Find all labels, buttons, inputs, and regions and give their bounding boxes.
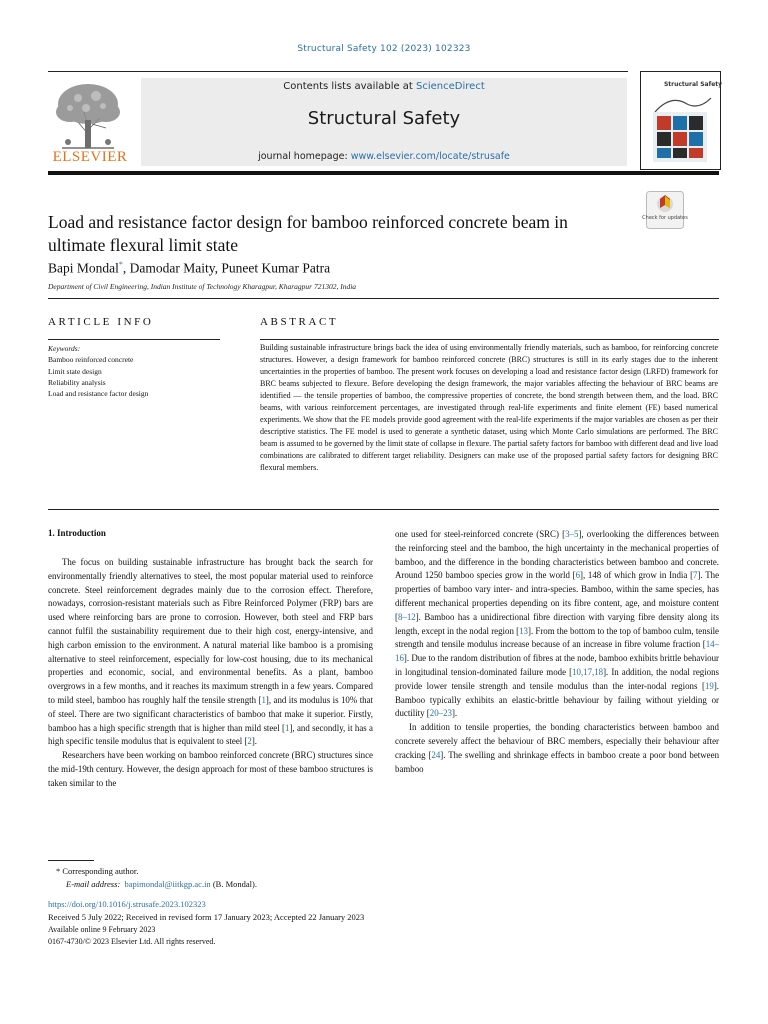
paragraph-text: In addition to tensile properties, the bonding characteristics between bamboo and concrete severely affect the behaviour of BRC members, especially their behaviour after cracking [ [395, 722, 719, 760]
body-paragraph [48, 749, 373, 790]
paragraph-text: ], overlooking the differences between the reinforcing steel and the bamboo, the high uncertainty in the mechanical properties of bamboo, and the difference in the bonding characteristics between bamboo and concrete. Around 1250 bamboo species grow in the world [ [395, 529, 719, 581]
paragraph-text: ], and its modulus is 10% that of steel. There are two significant characteristics of bamboo that make it superior. Firstly, bamboo has a high specific strength that is higher than mild steel [ [48, 694, 373, 733]
paragraph-text: ]. Bamboo has a unidirectional fibre direction with varying fibre density along its length, except in the nodal region [ [395, 611, 719, 636]
citation-link[interactable]: 24 [431, 749, 441, 760]
cover-title: Structural Safety [663, 81, 723, 88]
check-for-updates-button[interactable] [642, 191, 688, 229]
citation-link[interactable]: 1 [261, 694, 266, 705]
article-info-heading: ARTICLE INFO [48, 316, 154, 328]
divider-rule [48, 509, 719, 510]
divider-rule [48, 298, 719, 299]
journal-citation[interactable]: Structural Safety 102 (2023) 102323 [297, 44, 471, 54]
corresponding-author-marker[interactable]: * [118, 260, 123, 269]
body-paragraph [395, 528, 719, 721]
body-paragraph [395, 721, 719, 776]
journal-title: Structural Safety [307, 108, 461, 129]
author-name[interactable]: Puneet Kumar Patra [221, 260, 331, 276]
paragraph-text: ]. The swelling and shrinkage effects in bamboo create a poor bond between bamboo [395, 749, 720, 774]
keyword-item: Load and resistance factor design [48, 389, 149, 399]
corresponding-author-text: Corresponding author. [62, 866, 139, 876]
body-paragraph [48, 556, 373, 749]
section-heading-introduction: 1. Introduction [48, 528, 106, 538]
journal-cover-icon [641, 72, 723, 169]
paragraph-text: The focus on building sustainable infrastructure has brought back the search for environmentally friendly alternatives to steel, the most popular material used to reinforce concrete. Steel reinforcement degrades mainly due to the corrosion effect. Therefore, nowadays, corrosion-resistant materials such as Fibre Reinforced Polymer (FRP) bars are used where reinforcing bars are prone to corrosion. However, both steel and FRP bars cannot fulfil the sustainability requirement due to their high cost, energy-intensive, and high carbon emission to the environment. A natural material like bamboo is a promising alternative to steel reinforcement, especially for low-cost housing, due to its mechanical properties and economic, social, and environmental benefits. As a plant, bamboo overgrows in a few months, and it reaches its maximum strength in a few years. Compared to mild steel, bamboo has roughly half the tensile strength [ [48, 557, 373, 705]
paragraph-text: ]. From the bottom to the top of bamboo culm, tensile strength and tensile modulus increase because of an increase in fibre volume fraction [ [395, 625, 719, 650]
paragraph-text: ]. Bamboo typically exhibits an elastic-brittle behaviour by failing without yielding or ductility [ [395, 680, 719, 719]
keyword-item: Reliability analysis [48, 377, 106, 387]
doi-link[interactable]: https://doi.org/10.1016/j.strusafe.2023.102323 [48, 899, 206, 909]
homepage-prefix: journal homepage: [258, 151, 351, 162]
header-thick-rule [48, 171, 719, 175]
keywords-label: Keywords: [48, 344, 81, 353]
copyright-notice: 0167-4730/© 2023 Elsevier Ltd. All rights reserved. [48, 937, 216, 946]
corresponding-author-footnote: * Corresponding author. [56, 866, 139, 876]
keyword-item: Bamboo reinforced concrete [48, 355, 134, 365]
paragraph-text: ]. The properties of bamboo vary inter- and intra-species. Bamboo, within the same species, has different mechanical properties depending on its fibre content, age, and moisture content [ [395, 570, 720, 622]
check-updates-label: Check for updates [642, 215, 688, 221]
paragraph-text: ], and secondly, it has a high specific tensile modulus that is equivalent to steel [ [48, 722, 373, 747]
paragraph-text: ]. Due to the random distribution of fibres at the node, bamboo exhibits brittle behaviour in longitudinal tension-dominated failure mode [ [395, 653, 719, 677]
paragraph-text: ], 148 of which grow in India [ [580, 570, 694, 581]
abstract-rule [260, 339, 719, 340]
journal-homepage-link[interactable]: www.elsevier.com/locate/strusafe [350, 151, 510, 162]
paragraph-text: ]. In addition, the nodal regions provide lower tensile strength and tensile modulus than the inter-nodal regions [ [395, 666, 719, 691]
elsevier-wordmark: ELSEVIER [52, 149, 128, 165]
body-column-right [395, 528, 719, 776]
keyword-item: Limit state design [48, 366, 102, 376]
citation-link[interactable]: 10,17,18 [572, 666, 604, 677]
abstract-text: Building sustainable infrastructure brings back the idea of using environmentally friendly materials, such as bamboo, for reinforcing concrete structures. However, a design framework for bamboo reinforced concrete (BRC) structures is still in its early stages due to the inherent uncertainties in the properties of bamboo. The present work focuses on developing a load and resistance factor design (LRFD) framework for BRC beams subjected to flexure. Before developing the design framework, the major variables affecting the behaviour of BRC beams are identified — the tensile properties of bamboo, the compressive properties of concrete, the bond strength between them, and the load. BRC beams, with various reinforcement percentages, are investigated through real-life experiments and finite element (FE) based numerical experiments. We show that the FE models provide good agreement with the real-life experiments if the major variables are chosen as per their descriptive statistics. The FE model is used to generate a synthetic dataset, using which Monte Carlo simulations are performed. The BRC beam is assumed to be governed by the limit state of collapse in flexure. The partial safety factors for bamboo with different dead and live load combinations are calibrated to different target reliability. Designers can make use of the proposed partial safety factors for designing BRC flexural members. [260, 343, 718, 472]
email-link[interactable]: bapimondal@iitkgp.ac.in [124, 879, 211, 889]
article-info-rule [48, 339, 220, 340]
contents-prefix: Contents lists available at [283, 81, 417, 92]
citation-link[interactable]: 13 [519, 625, 528, 636]
paragraph-text: ]. [451, 708, 458, 719]
elsevier-logo[interactable] [48, 76, 132, 166]
article-title: Load and resistance factor design for bamboo reinforced concrete beam in ultimate flexural limit state [48, 212, 568, 255]
citation-link[interactable]: 1 [285, 722, 290, 733]
citation-link[interactable]: 20–23 [429, 708, 452, 719]
paragraph-text: ]. [251, 736, 258, 747]
author-name[interactable]: Damodar Maity [129, 260, 215, 276]
journal-cover-thumbnail[interactable] [640, 71, 721, 170]
email-footnote [66, 879, 257, 889]
keywords-list [48, 343, 248, 399]
email-label: E-mail address: [66, 879, 121, 889]
homepage-line [141, 151, 627, 162]
check-for-updates-icon [642, 191, 688, 229]
footnote-rule [48, 860, 94, 861]
paragraph-text: one used for steel-reinforced concrete (SRC) [ [395, 529, 566, 539]
email-suffix: (B. Mondal). [210, 879, 257, 889]
contents-line [141, 81, 627, 92]
author-name[interactable]: Bapi Mondal [48, 260, 119, 276]
header-rule [48, 71, 628, 72]
paragraph-text: Researchers have been working on bamboo reinforced concrete (BRC) structures since the mid-19th century. However, the design approach for most of these bamboo structures is taken similar to the [48, 750, 373, 788]
citation-link[interactable]: 2 [247, 736, 252, 747]
citation-link[interactable]: 19 [704, 680, 714, 691]
citation-link[interactable]: 7 [693, 570, 698, 581]
available-online-date: Available online 9 February 2023 [48, 925, 156, 934]
citation-link[interactable]: 6 [575, 570, 581, 581]
citation-link[interactable]: 8–12 [397, 611, 416, 622]
sciencedirect-link[interactable]: ScienceDirect [416, 81, 485, 92]
author-list: Bapi Mondal*, Damodar Maity, Puneet Kumar Patra [48, 260, 331, 276]
body-column-left [48, 556, 373, 791]
received-dates: Received 5 July 2022; Received in revised form 17 January 2023; Accepted 22 January 2023 [48, 912, 365, 922]
citation-link[interactable]: 3–5 [565, 529, 579, 539]
citation-link[interactable]: 14–16 [395, 639, 719, 664]
abstract-heading: ABSTRACT [260, 316, 339, 328]
author-affiliation: Department of Civil Engineering, Indian Institute of Technology Kharagpur, Kharagpur 721302, India [48, 282, 357, 291]
